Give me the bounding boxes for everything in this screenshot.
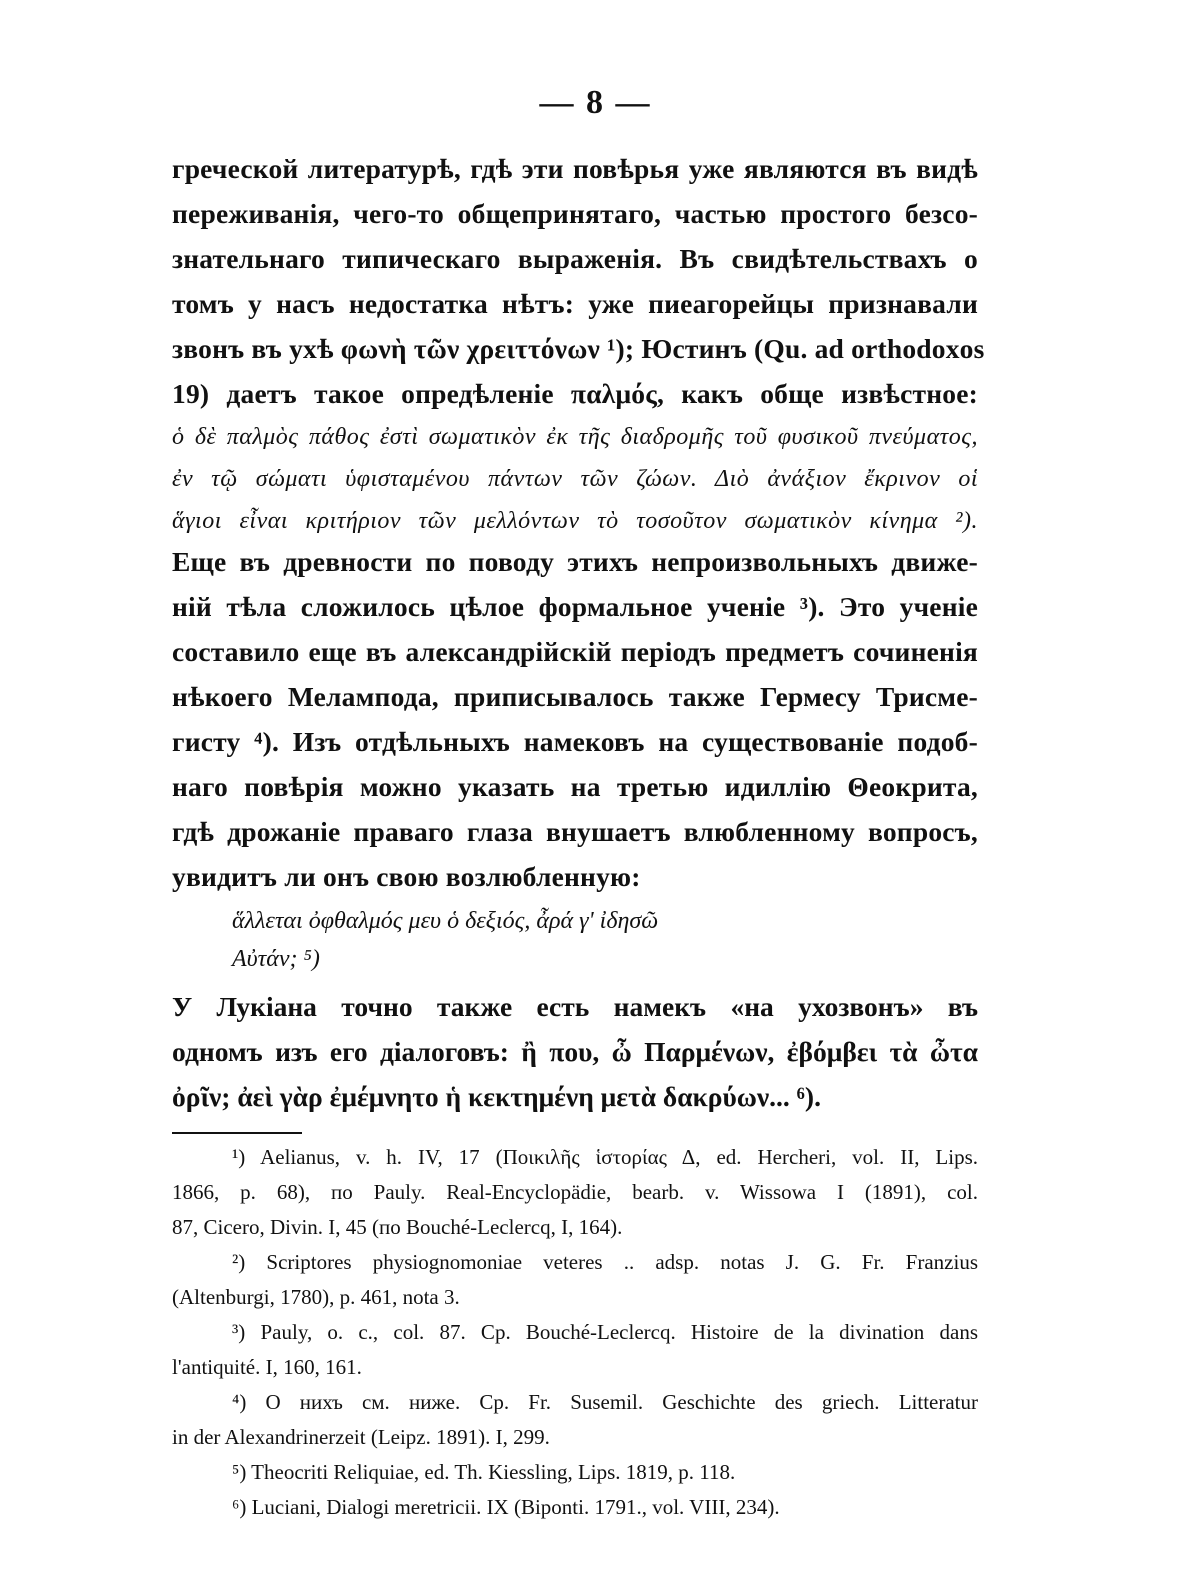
text-line: наго повѣрія можно указать на третью идиллію Θеокрита,	[172, 771, 978, 802]
footnote-line: ¹) Aelianus, v. h. IV, 17 (Ποικιλῆς ἱστορίας Δ, ed. Hercheri, vol. II, Lips.	[232, 1145, 978, 1169]
footnote-divider	[172, 1132, 302, 1134]
greek-text-line: ὁ δὲ παλμὸς πάθος ἐστὶ σωματικὸν ἐκ τῆς διαδρομῆς τοῦ φυσικοῦ πνεύματος,	[172, 424, 978, 450]
text-line: томъ у насъ недостатка нѣтъ: уже пиеагорейцы признавали	[172, 288, 978, 319]
text-line: гдѣ дрожаніе праваго глаза внушаетъ влюбленному вопросъ,	[172, 816, 978, 847]
footnote-line: ⁴) О нихъ см. ниже. Cp. Fr. Susemil. Geschichte des griech. Litteratur	[232, 1390, 978, 1414]
text-line: греческой литературѣ, гдѣ эти повѣрья уже являются въ видѣ	[172, 153, 978, 184]
footnote-line: ²) Scriptores physiognomoniae veteres .. adsp. notas J. G. Fr. Franzius	[232, 1250, 978, 1274]
footnote-line: 87, Cicero, Divin. I, 45 (по Bouché-Leclercq, I, 164).	[172, 1215, 623, 1239]
text-line: увидитъ ли онъ свою возлюбленную:	[172, 861, 641, 892]
footnote-line: l'antiquité. I, 160, 161.	[172, 1355, 362, 1379]
text-line: составило еще въ александрійскій періодъ предметъ сочиненія	[172, 636, 978, 667]
text-line: ній тѣла сложилось цѣлое формальное ученіе ³). Это ученіе	[172, 591, 978, 622]
footnote-line: in der Alexandrinerzeit (Leipz. 1891). I, 299.	[172, 1425, 550, 1449]
quote-line: ἅλλεται ὀφθαλμός μευ ὁ δεξιός, ἆρά γ' ἰδησῶ	[232, 908, 659, 934]
text-line: знательнаго типическаго выраженія. Въ свидѣтельствахъ о	[172, 243, 978, 274]
text-line: нѣкоего Мелампода, приписывалось также Гермесу Трисме-	[172, 681, 978, 712]
quote-line: Αὐτάν; ⁵)	[232, 946, 320, 972]
text-line: ὀρῖν; ἀεὶ γὰρ ἐμέμνητο ἡ κεκτημένη μετὰ δακρύων... ⁶).	[172, 1081, 821, 1112]
text-line: У Лукіана точно также есть намекъ «на ухозвонъ» въ	[172, 991, 978, 1022]
footnote-line: (Altenburgi, 1780), p. 461, nota 3.	[172, 1285, 460, 1309]
footnote-line: ⁵) Theocriti Reliquiae, ed. Th. Kiessling, Lips. 1819, p. 118.	[232, 1460, 736, 1484]
text-line: Еще въ древности по поводу этихъ непроизвольныхъ движе-	[172, 546, 978, 577]
footnote-line: 1866, p. 68), по Pauly. Real-Encyclopädie, bearb. v. Wissowa I (1891), col.	[172, 1180, 978, 1204]
text-line: 19) даетъ такое опредѣленіе παλμός, какъ обще извѣстное:	[172, 378, 978, 409]
footnote-line: ³) Pauly, o. c., col. 87. Cp. Bouché-Leclercq. Histoire de la divination dans	[232, 1320, 978, 1344]
greek-text-line: ἐν τῷ σώματι ὑφισταμένου πάντων τῶν ζώων. Διὸ ἀνάξιον ἔκρινον οἱ	[172, 466, 978, 492]
text-line: гисту ⁴). Изъ отдѣльныхъ намековъ на существованіе подоб-	[172, 726, 978, 757]
page-number: — 8 —	[539, 84, 652, 121]
footnote-line: ⁶) Luciani, Dialogi meretricii. IX (Biponti. 1791., vol. VIII, 234).	[232, 1495, 780, 1519]
text-line: звонъ въ ухѣ φωνὴ τῶν χρειττόνων ¹); Юстинъ (Qu. ad orthodoxos	[172, 333, 985, 364]
text-line: переживанія, чего-то общепринятаго, частью простого безсо-	[172, 198, 978, 229]
text-line: одномъ изъ его діалоговъ: ἢ που, ὦ Παρμένων, ἐβόμβει τὰ ὦτα	[172, 1036, 978, 1067]
greek-text-line: ἅγιοι εἶναι κριτήριον τῶν μελλόντων τὸ τοσοῦτον σωματικὸν κίνημα ²).	[172, 508, 978, 534]
